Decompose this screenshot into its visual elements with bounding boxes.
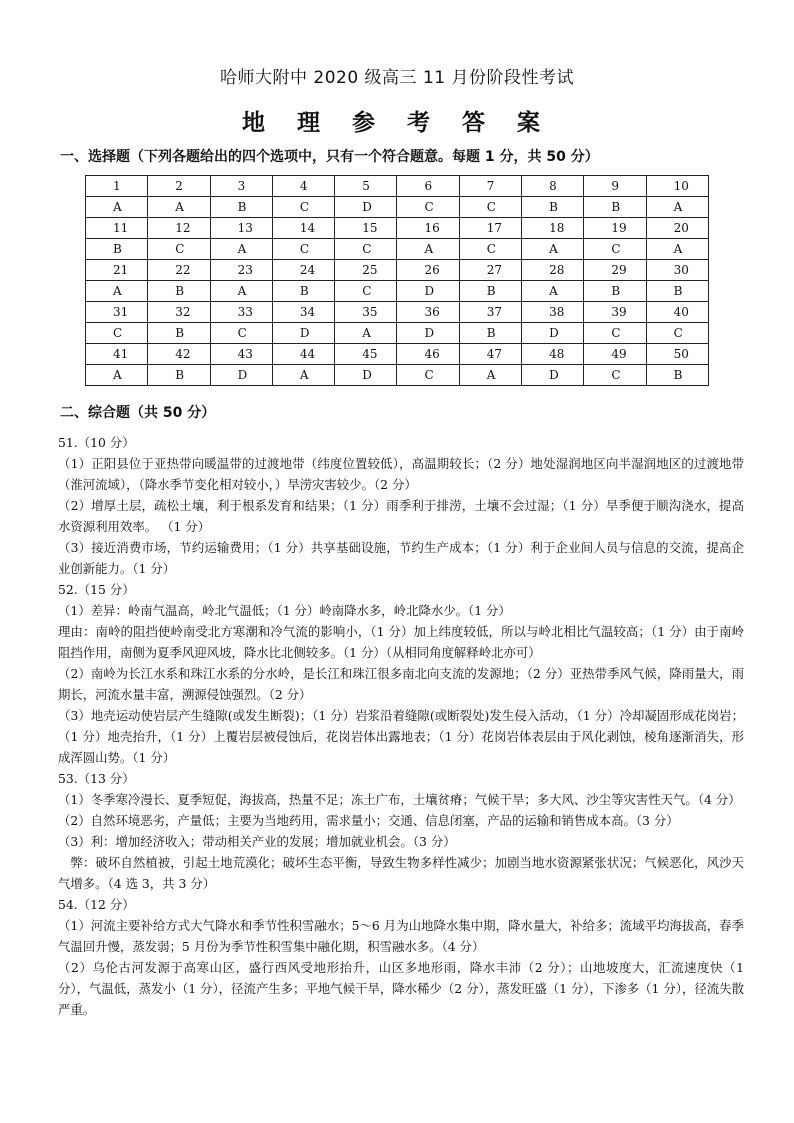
answer-cell: B xyxy=(148,323,210,344)
section-1-heading: 一、选择题（下列各题给出的四个选项中，只有一个符合题意。每题 1 分，共 50 分） xyxy=(60,149,599,165)
answer-row xyxy=(86,239,709,260)
answer-cell: D xyxy=(335,365,397,386)
question-number-cell: 42 xyxy=(148,344,210,365)
question-number-cell: 29 xyxy=(584,260,646,281)
answer-cell: C xyxy=(459,197,521,218)
answer-cell: A xyxy=(646,197,708,218)
question-number-cell: 23 xyxy=(210,260,272,281)
answer-cell: B xyxy=(148,281,210,302)
question-number-cell: 40 xyxy=(646,302,708,323)
answer-cell: C xyxy=(397,365,459,386)
section-2-heading: 二、综合题（共 50 分） xyxy=(60,405,216,421)
answer-row xyxy=(86,197,709,218)
question-number-cell: 28 xyxy=(522,260,584,281)
question-number-cell: 45 xyxy=(335,344,397,365)
question-number-cell: 15 xyxy=(335,218,397,239)
answer-cell: B xyxy=(584,281,646,302)
answer-cell: D xyxy=(397,323,459,344)
answer-cell: B xyxy=(272,281,334,302)
answer-cell: A xyxy=(335,323,397,344)
question-number-cell: 43 xyxy=(210,344,272,365)
question-number-cell: 7 xyxy=(459,176,521,197)
answer-paragraph: 52.（15 分） xyxy=(58,582,135,597)
answer-cell: B xyxy=(584,197,646,218)
answer-cell: D xyxy=(522,365,584,386)
question-number-cell: 32 xyxy=(148,302,210,323)
question-number-cell: 21 xyxy=(86,260,148,281)
answer-paragraph: 51.（10 分） xyxy=(58,435,135,450)
answer-cell: A xyxy=(86,197,148,218)
answer-paragraph: （1）正阳县位于亚热带向暖温带的过渡地带（纬度位置较低），高温期较长；（2 分）地处湿润地区向半湿润地区的过渡地带（淮河流域），（降水季节变化相对较小，）旱涝灾害较少。（2 分） xyxy=(58,456,744,492)
question-number-cell: 26 xyxy=(397,260,459,281)
answer-cell: B xyxy=(148,365,210,386)
answer-row xyxy=(86,323,709,344)
question-number-cell: 10 xyxy=(646,176,708,197)
question-number-cell: 47 xyxy=(459,344,521,365)
question-number-row xyxy=(86,176,709,197)
question-number-cell: 37 xyxy=(459,302,521,323)
question-number-row xyxy=(86,218,709,239)
comprehensive-answers xyxy=(58,432,744,1020)
question-number-cell: 41 xyxy=(86,344,148,365)
question-number-cell: 33 xyxy=(210,302,272,323)
answer-cell: A xyxy=(272,365,334,386)
answer-cell: C xyxy=(210,323,272,344)
answer-cell: C xyxy=(397,197,459,218)
answer-cell: D xyxy=(272,323,334,344)
answer-cell: B xyxy=(86,239,148,260)
question-number-cell: 6 xyxy=(397,176,459,197)
question-number-row xyxy=(86,260,709,281)
question-number-cell: 9 xyxy=(584,176,646,197)
answer-cell: B xyxy=(459,323,521,344)
answer-cell: D xyxy=(210,365,272,386)
question-number-cell: 50 xyxy=(646,344,708,365)
question-number-cell: 11 xyxy=(86,218,148,239)
answer-cell: D xyxy=(335,197,397,218)
question-number-cell: 12 xyxy=(148,218,210,239)
question-number-cell: 44 xyxy=(272,344,334,365)
answer-cell: C xyxy=(335,281,397,302)
question-number-cell: 46 xyxy=(397,344,459,365)
answer-cell: A xyxy=(522,281,584,302)
answer-cell: C xyxy=(584,323,646,344)
answer-cell: A xyxy=(646,239,708,260)
answer-cell: C xyxy=(459,239,521,260)
answer-cell: B xyxy=(210,197,272,218)
answer-paragraph: （2）增厚土层，疏松土壤，利于根系发育和结果；（1 分）雨季利于排涝，土壤不会过湿；（1 分）旱季便于顺沟浇水，提高水资源利用效率。 （1 分） xyxy=(58,498,744,534)
answer-cell: A xyxy=(459,365,521,386)
question-number-cell: 2 xyxy=(148,176,210,197)
answer-cell: A xyxy=(210,281,272,302)
answer-cell: C xyxy=(584,365,646,386)
question-number-cell: 27 xyxy=(459,260,521,281)
answer-cell: A xyxy=(522,239,584,260)
answer-cell: A xyxy=(210,239,272,260)
question-number-cell: 30 xyxy=(646,260,708,281)
question-number-cell: 13 xyxy=(210,218,272,239)
answer-paragraph: （1）冬季寒冷漫长、夏季短促，海拔高，热量不足；冻土广布，土壤贫瘠；气候干旱；多大风、沙尘等灾害性天气。（4 分） xyxy=(58,792,741,807)
answer-cell: A xyxy=(397,239,459,260)
answer-cell: C xyxy=(148,239,210,260)
question-number-cell: 38 xyxy=(522,302,584,323)
exam-title: 哈师大附中 2020 级高三 11 月份阶段性考试 xyxy=(219,68,574,88)
question-number-cell: 24 xyxy=(272,260,334,281)
answer-cell: C xyxy=(272,197,334,218)
answer-paragraph: 53.（13 分） xyxy=(58,771,135,786)
answer-cell: A xyxy=(148,197,210,218)
answer-paragraph: 弊：破坏自然植被，引起土地荒漠化；破坏生态平衡，导致生物多样性减少；加剧当地水资源紧张状况；气候恶化，风沙天气增多。（4 选 3，共 3 分） xyxy=(58,855,744,891)
answer-cell: D xyxy=(397,281,459,302)
question-number-cell: 35 xyxy=(335,302,397,323)
question-number-cell: 17 xyxy=(459,218,521,239)
question-number-cell: 36 xyxy=(397,302,459,323)
answer-paragraph: （2）自然环境恶劣，产量低；主要为当地药用，需求量小；交通、信息闭塞，产品的运输和销售成本高。（3 分） xyxy=(58,813,679,828)
question-number-cell: 20 xyxy=(646,218,708,239)
question-number-cell: 3 xyxy=(210,176,272,197)
question-number-row xyxy=(86,344,709,365)
answer-cell: A xyxy=(86,365,148,386)
answer-cell: A xyxy=(86,281,148,302)
answer-cell: B xyxy=(646,365,708,386)
question-number-cell: 48 xyxy=(522,344,584,365)
question-number-cell: 1 xyxy=(86,176,148,197)
answer-cell: C xyxy=(646,323,708,344)
answer-paragraph: 理由：南岭的阻挡使岭南受北方寒潮和冷气流的影响小，（1 分）加上纬度较低，所以与岭北相比气温较高；（1 分）由于南岭阻挡作用，南侧为夏季风迎风坡，降水比北侧较多。（1 分）（从相同角度解释岭北亦可） xyxy=(58,624,744,660)
question-number-cell: 34 xyxy=(272,302,334,323)
answer-cell: B xyxy=(522,197,584,218)
question-number-cell: 8 xyxy=(522,176,584,197)
question-number-cell: 19 xyxy=(584,218,646,239)
question-number-cell: 14 xyxy=(272,218,334,239)
answer-paragraph: （3）接近消费市场，节约运输费用；（1 分）共享基础设施，节约生产成本；（1 分）利于企业间人员与信息的交流，提高企业创新能力。（1 分） xyxy=(58,540,744,576)
answer-paragraph: （2）南岭为长江水系和珠江水系的分水岭，是长江和珠江很多南北向支流的发源地；（2 分）亚热带季风气候，降雨量大，雨期长，河流水量丰富，溯源侵蚀强烈。（2 分） xyxy=(58,666,744,702)
answer-row xyxy=(86,281,709,302)
answer-paragraph: （1）河流主要补给方式大气降水和季节性积雪融水；5～6 月为山地降水集中期，降水量大，补给多；流域平均海拔高，春季气温回升慢，蒸发弱；5 月份为季节性积雪集中融化期，积雪融水多。（4 分） xyxy=(58,918,744,954)
answer-cell: B xyxy=(646,281,708,302)
question-number-cell: 25 xyxy=(335,260,397,281)
answer-key-title: 地 理 参 考 答 案 xyxy=(241,110,553,136)
question-number-cell: 22 xyxy=(148,260,210,281)
answer-paragraph: （3）地壳运动使岩层产生缝隙(或发生断裂)；（1 分）岩浆沿着缝隙(或断裂处)发生侵入活动，（1 分）冷却凝固形成花岗岩；（1 分）地壳抬升，（1 分）上覆岩层被侵蚀后，花岗岩体出露地表；（1 分）花岗岩体表层由于风化剥蚀，棱角逐渐消失，形成浑圆山势。（1 分） xyxy=(58,708,744,765)
answer-paragraph: （1）差异：岭南气温高，岭北气温低；（1 分）岭南降水多，岭北降水少。（1 分） xyxy=(58,603,511,618)
answer-table xyxy=(85,175,709,386)
answer-paragraph: （2）乌伦古河发源于高寒山区，盛行西风受地形抬升，山区多地形雨，降水丰沛（2 分）；山地坡度大，汇流速度快（1 分），气温低，蒸发小（1 分），径流产生多；平地气候干旱，降水稀少（2 分），蒸发旺盛（1 分），下渗多（1 分），径流失散严重。 xyxy=(58,960,744,1017)
question-number-row xyxy=(86,302,709,323)
answer-row xyxy=(86,365,709,386)
answer-paragraph: 54.（12 分） xyxy=(58,897,135,912)
question-number-cell: 49 xyxy=(584,344,646,365)
answer-paragraph: （3）利：增加经济收入；带动相关产业的发展；增加就业机会。（3 分） xyxy=(58,834,456,849)
answer-cell: D xyxy=(522,323,584,344)
answer-cell: C xyxy=(584,239,646,260)
answer-cell: C xyxy=(335,239,397,260)
question-number-cell: 18 xyxy=(522,218,584,239)
answer-cell: C xyxy=(86,323,148,344)
question-number-cell: 4 xyxy=(272,176,334,197)
question-number-cell: 5 xyxy=(335,176,397,197)
question-number-cell: 39 xyxy=(584,302,646,323)
question-number-cell: 16 xyxy=(397,218,459,239)
answer-cell: B xyxy=(459,281,521,302)
question-number-cell: 31 xyxy=(86,302,148,323)
answer-cell: C xyxy=(272,239,334,260)
